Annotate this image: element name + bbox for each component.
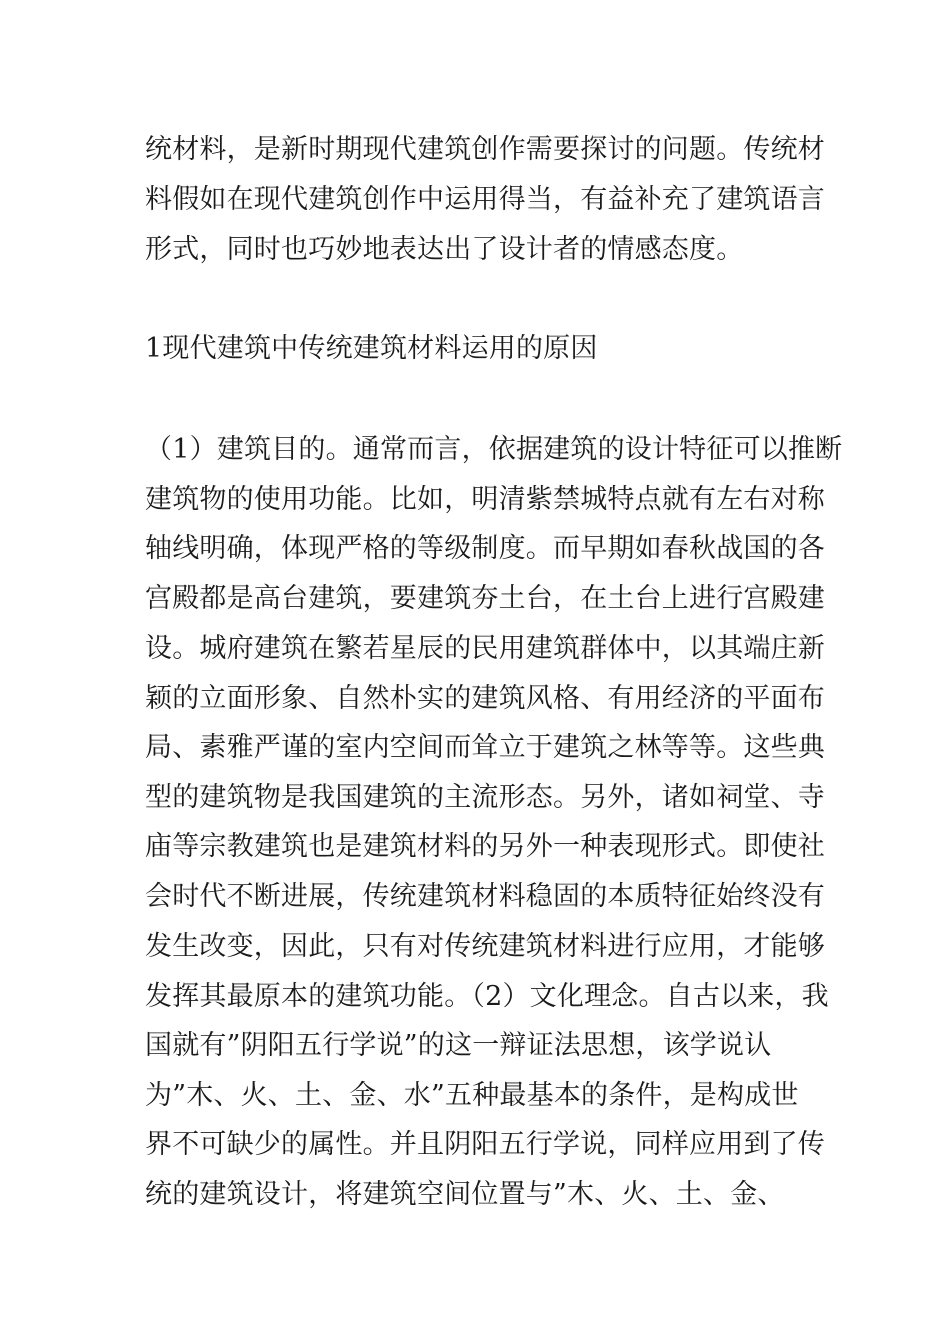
body-line-12: 发挥其最原本的建筑功能。（2）文化理念。自古以来，我 [145,981,829,1012]
body-line-9: 庙等宗教建筑也是建筑材料的另外一种表现形式。即使社 [145,831,825,862]
body-line-13: 国就有”阴阳五行学说”的这一辩证法思想，该学说认 [145,1030,772,1061]
body-line-14: 为”木、火、土、金、水”五种最基本的条件，是构成世 [145,1080,799,1111]
body-line-4: 宫殿都是高台建筑，要建筑夯土台，在土台上进行宫殿建 [145,583,825,614]
body-line-7: 局、素雅严谨的室内空间而耸立于建筑之林等等。这些典 [145,732,825,763]
intro-line-3: 形式，同时也巧妙地表达出了设计者的情感态度。 [145,234,744,265]
body-line-8: 型的建筑物是我国建筑的主流形态。另外，诸如祠堂、寺 [145,782,825,813]
section-heading: 1现代建筑中传统建筑材料运用的原因 [145,333,598,364]
body-line-5: 设。城府建筑在繁若星辰的民用建筑群体中，以其端庄新 [145,633,825,664]
body-line-11: 发生改变，因此，只有对传统建筑材料进行应用，才能够 [145,931,825,962]
body-line-16: 统的建筑设计，将建筑空间位置与”木、火、土、金、 [145,1179,785,1210]
body-line-3: 轴线明确，体现严格的等级制度。而早期如春秋战国的各 [145,533,825,564]
body-line-15: 界不可缺少的属性。并且阴阳五行学说，同样应用到了传 [145,1129,825,1160]
body-line-10: 会时代不断进展，传统建筑材料稳固的本质特征始终没有 [145,881,825,912]
intro-line-1: 统材料，是新时期现代建筑创作需要探讨的问题。传统材 [145,134,825,165]
body-line-2: 建筑物的使用功能。比如，明清紫禁城特点就有左右对称 [145,484,825,515]
body-line-1: （1）建筑目的。通常而言，依据建筑的设计特征可以推断 [145,434,843,465]
intro-line-2: 料假如在现代建筑创作中运用得当，有益补充了建筑语言 [145,184,825,215]
body-line-6: 颖的立面形象、自然朴实的建筑风格、有用经济的平面布 [145,683,825,714]
